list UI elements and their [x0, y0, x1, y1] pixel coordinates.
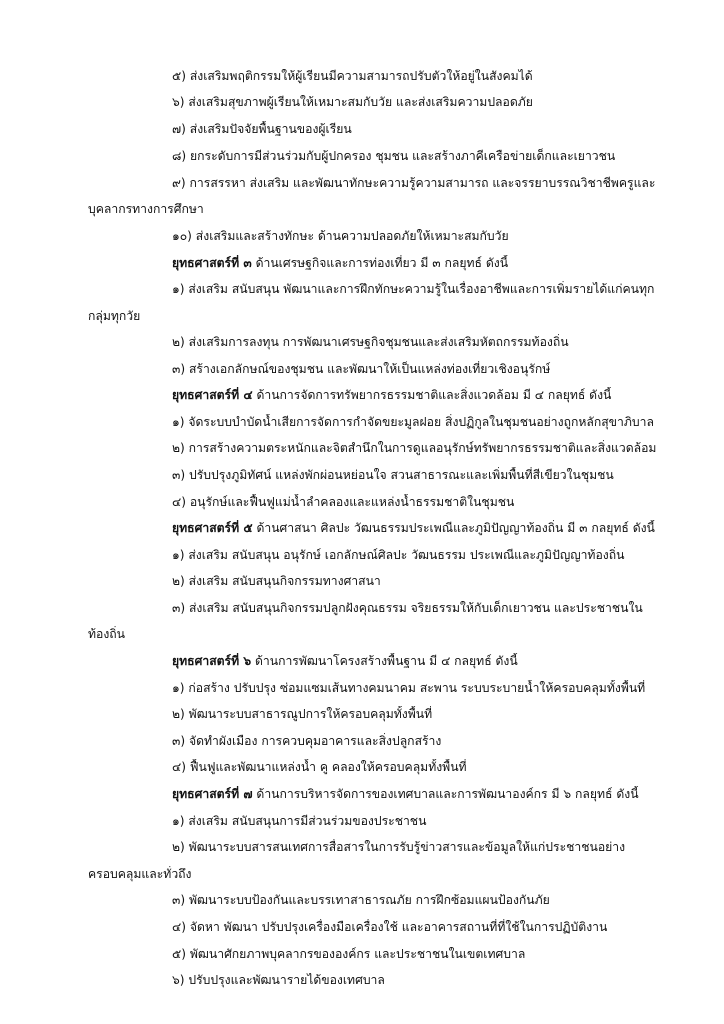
strategy-text: ด้านการพัฒนาโครงสร้างพื้นฐาน มี ๔ กลยุทธ์ ดังนี้: [251, 654, 518, 668]
list-item: ๕) ส่งเสริมพฤติกรรมให้ผู้เรียนมีความสามารถปรับตัวให้อยู่ในสังคมได้: [172, 69, 533, 83]
strategy-text: ด้านศาสนา ศิลปะ วัฒนธรรมประเพณีและภูมิปัญญาท้องถิ่น มี ๓ กลยุทธ์ ดังนี้: [252, 521, 655, 535]
list-item: ๓) ปรับปรุงภูมิทัศน์ แหล่งพักผ่อนหย่อนใจ สวนสาธารณะและเพิ่มพื้นที่สีเขียวในชุมชน: [172, 468, 614, 482]
list-item-continuation: กลุ่มทุกวัย: [88, 309, 141, 323]
list-item: ๙) การสรรหา ส่งเสริม และพัฒนาทักษะความรู้ความสามารถ และจรรยาบรรณวิชาชีพครูและ: [172, 176, 656, 190]
strategy-heading: [172, 653, 692, 669]
strategy-label: ยุทธศาสตร์ที่ ๖: [172, 654, 252, 668]
strategy-text: ด้านการบริหารจัดการของเทศบาลและการพัฒนาองค์กร มี ๖ กลยุทธ์ ดังนี้: [252, 787, 639, 801]
list-item: ๓) พัฒนาระบบป้องกันและบรรเทาสาธารณภัย การฝึกซ้อมแผนป้องกันภัย: [172, 893, 550, 907]
strategy-label: ยุทธศาสตร์ที่ ๓: [172, 256, 252, 270]
list-item: ๖) ปรับปรุงและพัฒนารายได้ของเทศบาล: [172, 973, 385, 987]
list-item: ๔) จัดหา พัฒนา ปรับปรุงเครื่องมือเครื่องใช้ และอาคารสถานที่ที่ใช้ในการปฏิบัติงาน: [172, 920, 608, 934]
list-item: ๒) การสร้างความตระหนักและจิตสำนึกในการดูแลอนุรักษ์ทรัพยากรธรรมชาติและสิ่งแวดล้อม: [172, 441, 657, 455]
list-item: ๘) ยกระดับการมีส่วนร่วมกับผู้ปกครอง ชุมชน และสร้างภาคีเครือข่ายเด็กและเยาวชน: [172, 149, 616, 163]
strategy-heading: [172, 387, 692, 403]
list-item: ๑) จัดระบบบำบัดน้ำเสียการจัดการกำจัดขยะมูลฝอย สิ่งปฏิกูลในชุมชนอย่างถูกหลักสุขาภิบาล: [172, 415, 654, 429]
list-item: ๕) พัฒนาศักยภาพบุคลากรขององค์กร และประชาชนในเขตเทศบาล: [172, 947, 526, 961]
list-item: ๓) จัดทำผังเมือง การควบคุมอาคารและสิ่งปลูกสร้าง: [172, 734, 442, 748]
list-item: ๒) พัฒนาระบบสารสนเทศการสื่อสารในการรับรู้ข่าวสารและข้อมูลให้แก่ประชาชนอย่าง: [172, 840, 626, 854]
strategy-heading: [172, 520, 692, 536]
list-item: ๑) ก่อสร้าง ปรับปรุง ซ่อมแซมเส้นทางคมนาคม สะพาน ระบบระบายน้ำให้ครอบคลุมทั้งพื้นที่: [172, 681, 646, 695]
list-item-continuation: บุคลากรทางการศึกษา: [88, 202, 204, 216]
strategy-heading: [172, 786, 692, 802]
list-item: ๗) ส่งเสริมปัจจัยพื้นฐานของผู้เรียน: [172, 122, 352, 136]
list-item: ๒) พัฒนาระบบสาธารณูปการให้ครอบคลุมทั้งพื้นที่: [172, 707, 433, 721]
list-item: ๓) ส่งเสริม สนับสนุนกิจกรรมปลูกฝังคุณธรรม จริยธรรมให้กับเด็กเยาวชน และประชาชนใน: [172, 601, 643, 615]
strategy-text: ด้านเศรษฐกิจและการท่องเที่ยว มี ๓ กลยุทธ์ ดังนี้: [251, 256, 509, 270]
strategy-text: ด้านการจัดการทรัพยากรธรรมชาติและสิ่งแวดล้อม มี ๔ กลยุทธ์ ดังนี้: [252, 388, 612, 402]
list-item: ๒) ส่งเสริมการลงทุน การพัฒนาเศรษฐกิจชุมชนและส่งเสริมหัตถกรรมท้องถิ่น: [172, 335, 569, 349]
list-item: ๑) ส่งเสริม สนับสนุนการมีส่วนร่วมของประชาชน: [172, 814, 427, 828]
strategy-label: ยุทธศาสตร์ที่ ๗: [172, 787, 253, 801]
list-item: ๑) ส่งเสริม สนับสนุน อนุรักษ์ เอกลักษณ์ศิลปะ วัฒนธรรม ประเพณีและภูมิปัญญาท้องถิ่น: [172, 548, 625, 562]
list-item: ๔) ฟื้นฟูและพัฒนาแหล่งน้ำ คู คลองให้ครอบคลุมทั้งพื้นที่: [172, 760, 467, 774]
list-item-continuation: ท้องถิ่น: [88, 627, 126, 641]
list-item: ๓) สร้างเอกลักษณ์ของชุมชน และพัฒนาให้เป็นแหล่งท่องเที่ยวเชิงอนุรักษ์: [172, 362, 551, 376]
strategy-label: ยุทธศาสตร์ที่ ๕: [172, 521, 253, 535]
list-item: ๑๐) ส่งเสริมและสร้างทักษะ ด้านความปลอดภัยให้เหมาะสมกับวัย: [172, 229, 509, 243]
list-item: ๖) ส่งเสริมสุขภาพผู้เรียนให้เหมาะสมกับวัย และส่งเสริมความปลอดภัย: [172, 95, 533, 109]
strategy-heading: [172, 255, 692, 271]
list-item-continuation: ครอบคลุมและทั่วถึง: [88, 867, 192, 881]
list-item: ๑) ส่งเสริม สนับสนุน พัฒนาและการฝึกทักษะความรู้ในเรื่องอาชีพและการเพิ่มรายได้แก่คนทุก: [172, 282, 655, 296]
list-item: ๔) อนุรักษ์และฟื้นฟูแม่น้ำลำคลองและแหล่งน้ำธรรมชาติในชุมชน: [172, 495, 515, 509]
list-item: ๒) ส่งเสริม สนับสนุนกิจกรรมทางศาสนา: [172, 574, 381, 588]
strategy-label: ยุทธศาสตร์ที่ ๔: [172, 388, 253, 402]
